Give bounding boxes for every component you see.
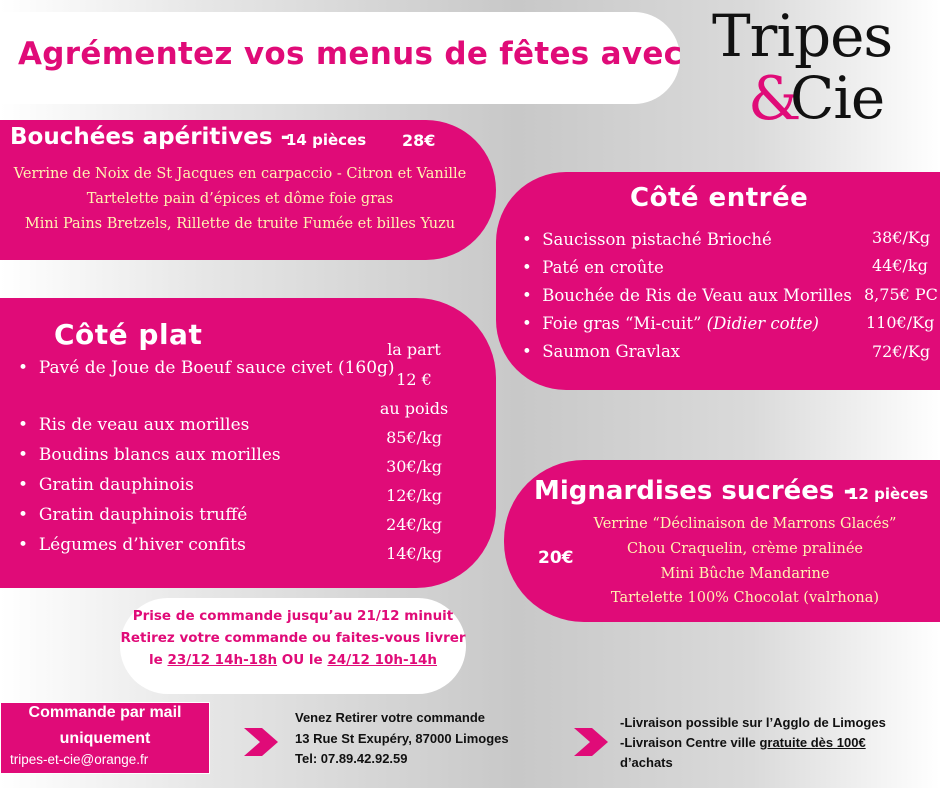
plat-price-label: au poids <box>379 399 449 418</box>
entree-price: 8,75€ PC <box>864 285 938 304</box>
order-dates: le 23/12 14h-18h OU le 24/12 10h-14h <box>148 652 438 668</box>
plat-price: 24€/kg <box>386 515 442 534</box>
plat-item: • Boudins blancs aux morilles <box>18 445 281 465</box>
plat-price: 12 € <box>396 370 432 389</box>
plat-item: • Gratin dauphinois <box>18 475 194 495</box>
delivery-centre: -Livraison Centre ville gratuite dès 100€ <box>620 735 866 750</box>
plat-item: • Ris de veau aux morilles <box>18 415 250 435</box>
plat-item: • Gratin dauphinois truffé <box>18 505 248 525</box>
entree-item: • Saucisson pistaché Brioché <box>522 230 772 249</box>
email-link[interactable]: tripes-et-cie@orange.fr <box>10 752 149 767</box>
pickup-title: Venez Retirer votre commande <box>295 710 486 725</box>
plat-item: • Légumes d’hiver confits <box>18 535 246 555</box>
order-deadline: Prise de commande jusqu’au 21/12 minuit <box>132 608 454 624</box>
plat-price: 14€/kg <box>386 544 442 563</box>
entree-price: 44€/kg <box>872 256 928 275</box>
plat-price: 12€/kg <box>386 486 442 505</box>
logo-tripes: Tripes <box>712 2 893 70</box>
mignardises-item: Tartelette 100% Chocolat (valrhona) <box>610 590 880 606</box>
entree-price: 72€/Kg <box>872 342 931 361</box>
bouchees-title: Bouchées apéritives - <box>10 124 291 150</box>
entree-title: Côté entrée <box>630 183 809 213</box>
delivery-achats: d’achats <box>620 755 673 770</box>
bouchees-item: Mini Pains Bretzels, Rillette de truite Fumée et billes Yuzu <box>24 216 456 232</box>
entree-item: • Paté en croûte <box>522 258 664 277</box>
mignardises-price: 20€ <box>538 548 574 568</box>
plat-title: Côté plat <box>54 318 203 351</box>
pickup-address: 13 Rue St Exupéry, 87000 Limoges <box>295 731 509 746</box>
plat-price: 30€/kg <box>386 457 442 476</box>
delivery-agglo: -Livraison possible sur l’Agglo de Limoges <box>620 715 886 730</box>
plat-price: 85€/kg <box>386 428 442 447</box>
entree-price: 110€/Kg <box>866 313 935 332</box>
entree-price: 38€/Kg <box>872 228 931 247</box>
entree-item: • Bouchée de Ris de Veau aux Morilles <box>522 286 852 305</box>
entree-item: • Saumon Gravlax <box>522 342 681 361</box>
logo-ampersand: & <box>748 64 802 134</box>
pickup-phone[interactable]: Tel: 07.89.42.92.59 <box>295 751 408 766</box>
bouchees-price: 28€ <box>402 131 436 150</box>
entree-item: • Foie gras “Mi-cuit” (Didier cotte) <box>522 314 819 333</box>
mignardises-count: 12 pièces <box>848 485 929 503</box>
mail-order-title: Commande par mail <box>28 704 182 721</box>
bouchees-item: Tartelette pain d’épices et dôme foie gras <box>86 191 394 207</box>
bouchees-count: 14 pièces <box>286 131 367 149</box>
mignardises-item: Chou Craquelin, crème pralinée <box>626 541 864 557</box>
plat-price-label: la part <box>387 340 441 359</box>
mail-order-subtitle: uniquement <box>59 730 151 747</box>
chevron-right-icon <box>574 728 610 756</box>
mignardises-item: Mini Bûche Mandarine <box>660 566 830 582</box>
mignardises-title: Mignardises sucrées - <box>534 476 855 506</box>
bouchees-item: Verrine de Noix de St Jacques en carpaccio - Citron et Vanille <box>13 166 467 182</box>
plat-item: • Pavé de Joue de Boeuf sauce civet (160g) <box>18 358 395 378</box>
headline: Agrémentez vos menus de fêtes avec <box>18 36 683 72</box>
chevron-right-icon <box>244 728 280 756</box>
logo-cie: Cie <box>790 64 885 132</box>
mignardises-item: Verrine “Déclinaison de Marrons Glacés” <box>593 516 897 532</box>
order-pickup-delivery: Retirez votre commande ou faites-vous livrer <box>120 630 466 646</box>
